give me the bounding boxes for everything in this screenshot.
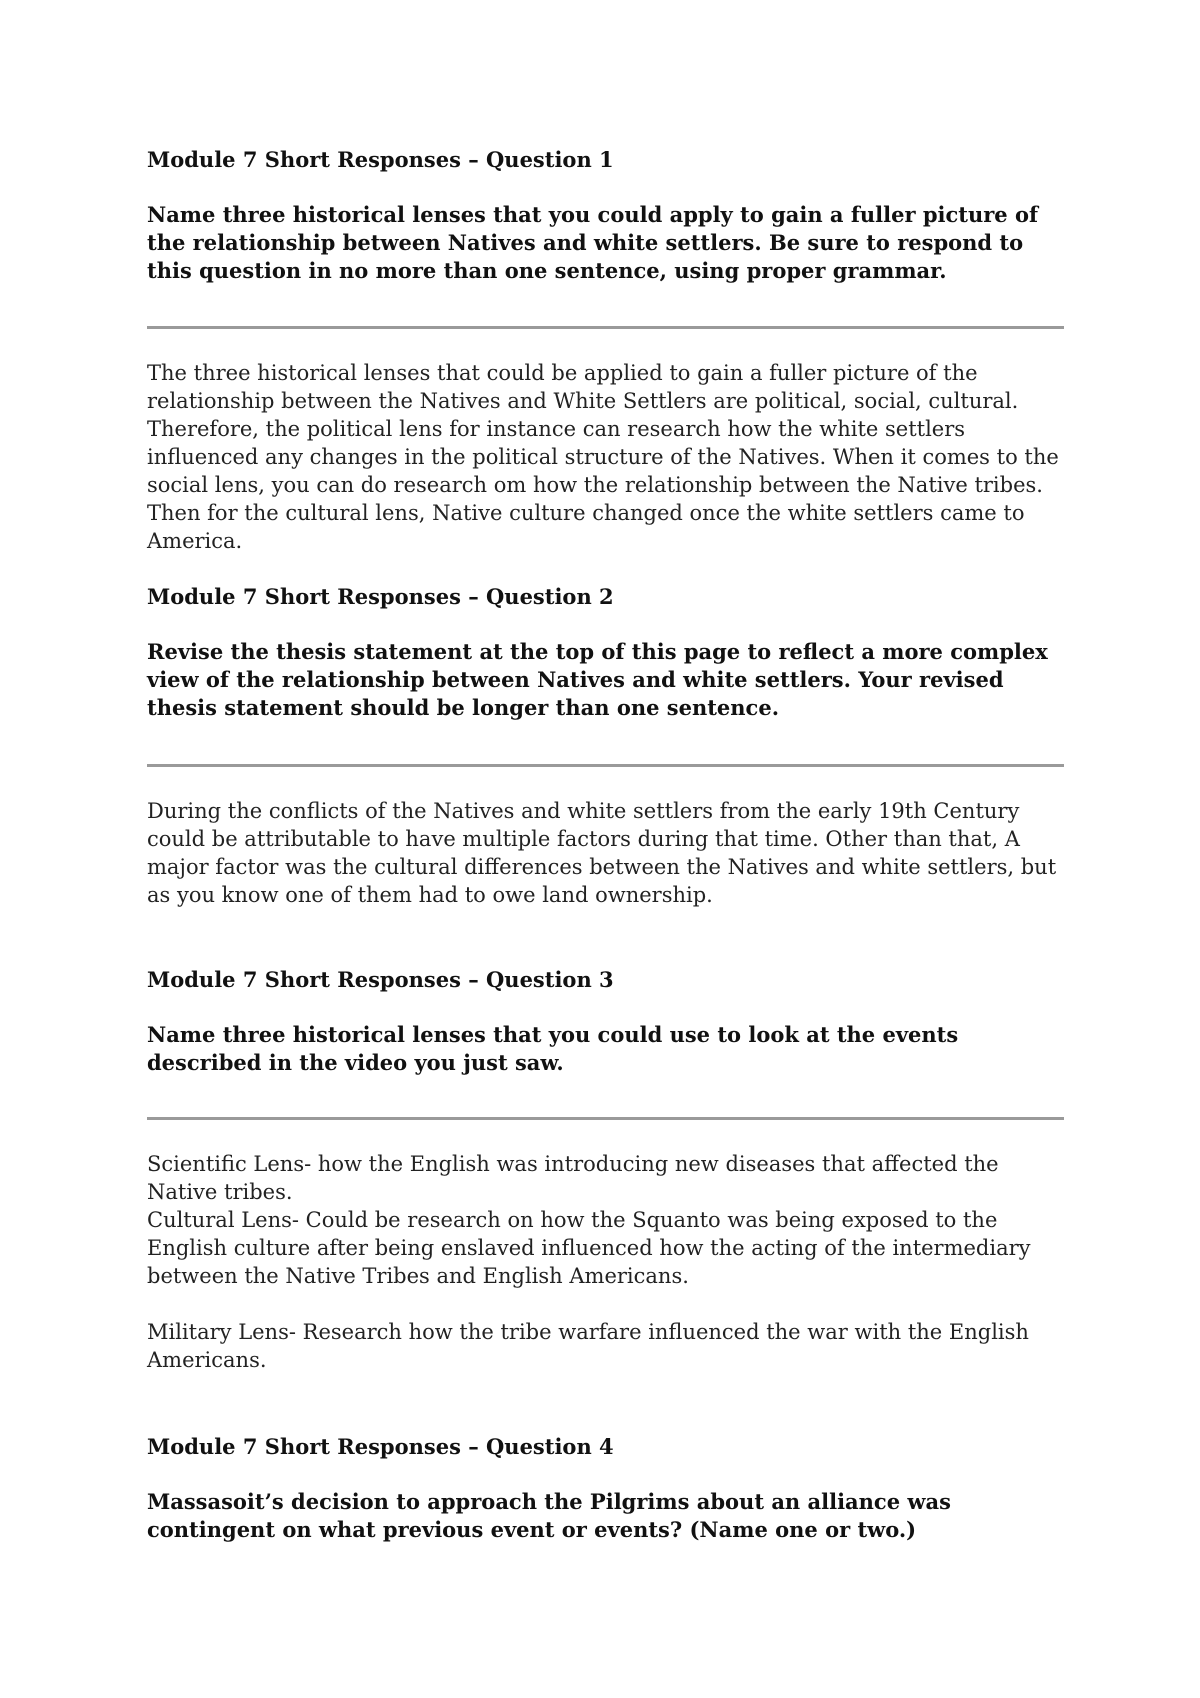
section-heading-1: Module 7 Short Responses – Question 1 [147, 147, 614, 172]
answer-divider-1 [147, 326, 1064, 329]
question-text-2: Revise the thesis statement at the top of this page to reflect a more complex view of the relationship between Natives and white settlers. Your revised thesis statement should be longer than one sentence. [147, 639, 1048, 720]
section-heading-4: Module 7 Short Responses – Question 4 [147, 1434, 614, 1459]
answer-text-3a: Scientific Lens- how the English was introducing new diseases that affected the Native tribes. [147, 1152, 999, 1204]
section-heading-2: Module 7 Short Responses – Question 2 [147, 584, 614, 609]
section-heading-3: Module 7 Short Responses – Question 3 [147, 967, 614, 992]
answer-text-3b: Cultural Lens- Could be research on how the Squanto was being exposed to the English culture after being enslaved influenced how the acting of the intermediary between the Native Tribes and English Americans. [147, 1208, 1031, 1288]
question-text-4: Massasoit’s decision to approach the Pilgrims about an alliance was contingent on what previous event or events? (Name one or two.) [147, 1489, 951, 1542]
answer-divider-2 [147, 764, 1064, 767]
question-text-3: Name three historical lenses that you could use to look at the events described in the video you just saw. [147, 1022, 959, 1075]
answer-text-2: During the conflicts of the Natives and white settlers from the early 19th Century could be attributable to have multiple factors during that time. Other than that, A major factor was the cultural differences between the Natives and white settlers, but as you know one of them had to owe land ownership. [147, 799, 1057, 907]
answer-text-3c: Military Lens- Research how the tribe warfare influenced the war with the English Americans. [147, 1320, 1029, 1372]
answer-text-1: The three historical lenses that could be applied to gain a fuller picture of the relationship between the Natives and White Settlers are political, social, cultural. Therefore, the political lens for instance can research how the white settlers influenced any changes in the political structure of the Natives. When it comes to the social lens, you can do research om how the relationship between the Native tribes. Then for the cultural lens, Native culture changed once the white settlers came to America. [147, 361, 1059, 553]
answer-divider-3 [147, 1117, 1064, 1120]
question-text-1: Name three historical lenses that you could apply to gain a fuller picture of the relationship between Natives and white settlers. Be sure to respond to this question in no more than one sentence, using proper grammar. [147, 202, 1039, 283]
